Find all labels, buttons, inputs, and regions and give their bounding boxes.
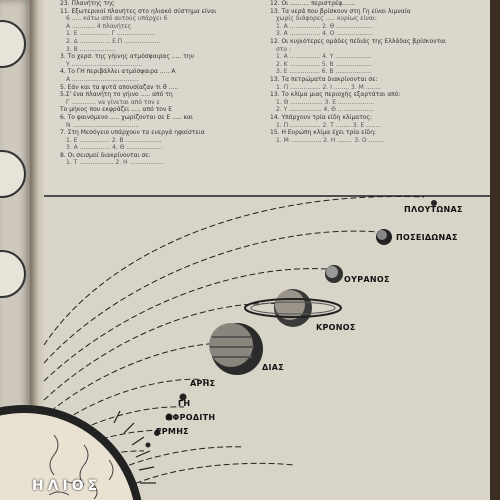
answer-line: 3. Ε ................ 6. Β ................... xyxy=(276,68,372,76)
question-line: 5. Εάν και τα φυτά απουσίαζαν τι θ ..... xyxy=(60,83,179,91)
answer-line: 6 ..... κάτω από αυτούς υπάρχει 6 xyxy=(66,15,168,23)
question-line: Το μήκος που εκφράζει ..... από τον Ε xyxy=(60,106,173,114)
answer-line: 1. Τ .................. 2. Η .................. xyxy=(66,159,164,167)
neptune-label: ΠΟΣΕΙΔΩΝΑΣ xyxy=(396,233,458,242)
earth-label: ΓΗ xyxy=(178,399,191,408)
question-line: 7. Στη Μεσόγειο υπάρχουν τα ενεργά ηφαίστεια xyxy=(60,129,205,137)
pluto-label: ΠΛΟΥΤΩΝΑΣ xyxy=(404,205,463,214)
answer-line: 3. Α ................ 4. Θ ................... xyxy=(66,144,163,152)
question-line: 11. Εξωτερικοί πλανήτες στο ηλιακό σύστημα είναι xyxy=(60,7,217,15)
answer-line: 1. Θ ................. 3. Ε ................... xyxy=(276,98,375,106)
answer-line: στο : xyxy=(276,45,292,53)
desk-edge xyxy=(490,0,500,500)
question-line: 14. Υπάρχουν τρία είδη κλίματος: xyxy=(270,113,373,121)
left-page-circle-icon xyxy=(0,20,26,68)
left-page-circle-icon xyxy=(0,250,26,298)
question-line: 13. Τα νερά που βρίσκουν στη Γη είναι λιμναία xyxy=(270,7,411,15)
answer-line: 1. Π ................ 2. Τ ........ 3. Ε ........ xyxy=(276,121,382,129)
worksheet-page xyxy=(32,0,490,500)
answer-line: Υ ..................................... xyxy=(66,60,143,68)
answer-line: 1. Π ................ 2. Ι ........ 3. Μ ........ xyxy=(276,83,381,91)
question-line: 23. Πλανήτης της xyxy=(60,0,115,7)
mercury-drawing xyxy=(146,443,151,448)
answer-line: 1. Μ ................ 2. Η ........ 3. Ο ........ xyxy=(276,136,384,144)
questions-section xyxy=(44,0,490,195)
question-line: 12. Οι κυριότερες ομάδες πεδιάς της Ελλάδας βρίσκονται xyxy=(270,37,447,45)
question-line: 13. Το κλίμα μιας περιοχής εξαρτάται από: xyxy=(270,91,401,99)
answer-line: 1. Α ................ 2. Θ ................... xyxy=(276,22,373,30)
question-line: 13. Τα πετρώματα διακρίνονται σε: xyxy=(270,75,378,83)
jupiter-label: ΔΙΑΣ xyxy=(262,363,285,372)
answer-line: Γ ............. να γίνεται από τον ε xyxy=(66,98,160,106)
answer-line: 2. Κ ................ 5. Β ................... xyxy=(276,60,372,68)
questions-left-column xyxy=(60,0,275,167)
left-page-circle-icon xyxy=(0,150,26,198)
question-line: 4. Το ΓΗ περιβάλλει ατμόσφαιρα ..... Α xyxy=(60,68,176,76)
questions-right-column xyxy=(270,0,485,144)
answer-line: Α ................................... xyxy=(66,75,139,83)
question-line: 12. Οι .......... περιστρέφ....... xyxy=(270,0,356,7)
mercury-label: ΕΡΜΗΣ xyxy=(156,427,189,436)
answer-line: 3. Β ................... xyxy=(66,45,116,53)
saturn-label: ΚΡΟΝΟΣ xyxy=(316,323,356,332)
question-line: 15. Η Ευρώπη κλίμα έχει τρία είδη: xyxy=(270,129,377,137)
question-line: 6. Το φαινόμενο ..... χωρίζονται σε Ε ..... και xyxy=(60,113,194,121)
sun-label: ΗΛΙΟΣ xyxy=(32,478,102,494)
answer-line: χωρίς διάφορες ..... κυρίως είναι: xyxy=(276,15,377,23)
answer-line: Ν ................................... xyxy=(66,121,140,129)
answer-line: 1. Ε ................ 2. Β ................... xyxy=(66,136,162,144)
answer-line: 2. Υ ................. 4. Θ ................... xyxy=(276,106,375,114)
question-line: 8. Οι σεισμοί διακρίνονται σε: xyxy=(60,151,151,159)
answer-line: 1. Α ................ 4. Υ ................... xyxy=(276,53,372,61)
uranus-label: ΟΥΡΑΝΟΣ xyxy=(344,275,390,284)
answer-line: Α ............ 4 πλανήτες xyxy=(66,22,132,30)
answer-line: 1. Ε ................ Γ .................... xyxy=(66,30,156,38)
question-line: 5.Σ' ένα πλανήτη το γήινο ..... από τη xyxy=(60,91,173,99)
question-line: 3. Το χερσ. της γήινης ατμόσφαιρας ..... την xyxy=(60,53,195,61)
solar-system-diagram xyxy=(32,195,490,500)
mars-label: ΑΡΗΣ xyxy=(190,379,216,388)
answer-line: 2. Δ ................ Ε.Π ................... xyxy=(66,37,161,45)
answer-line: 3. Α ................ 4. Ο ................... xyxy=(276,30,373,38)
venus-label: ΑΦΡΟΔΙΤΗ xyxy=(166,413,216,422)
